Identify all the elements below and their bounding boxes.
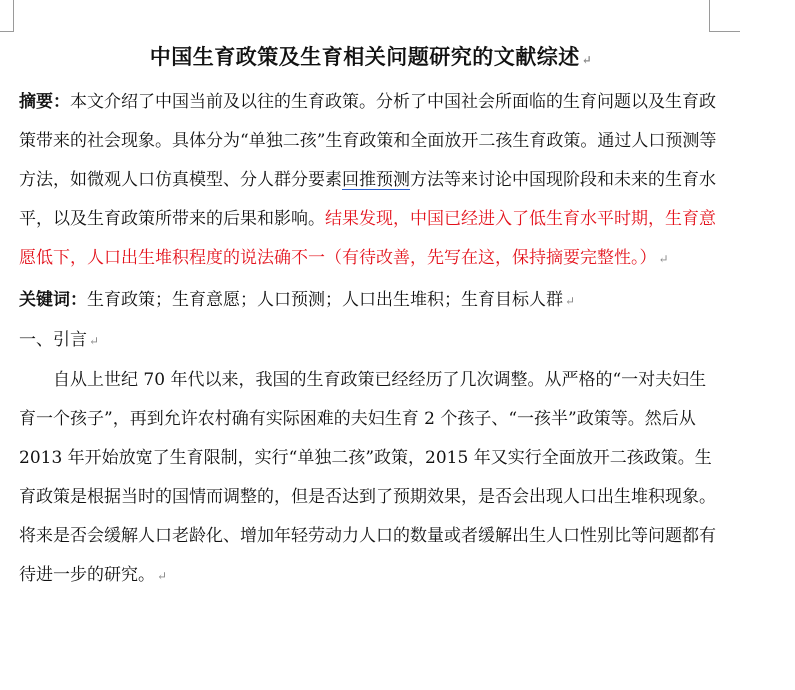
section-heading-text: 一、引言 bbox=[19, 330, 87, 350]
abstract-paragraph bbox=[19, 83, 719, 279]
abstract-label: 摘要： bbox=[19, 92, 70, 112]
title-text: 中国生育政策及生育相关问题研究的文献综述 bbox=[149, 44, 580, 69]
document-page[interactable] bbox=[19, 40, 719, 596]
paragraph-mark-icon: ↵ bbox=[581, 53, 593, 67]
paragraph-mark-icon: ↵ bbox=[157, 569, 168, 583]
intro-paragraph-text: 自从上世纪 70 年代以来，我国的生育政策已经经历了几次调整。从严格的“一对夫妇生育一个孩子”，再到允许农村确有实际困难的夫妇生育 2 个孩子、“一孩半”政策等。然后从 2013 年开始放宽了生育限制，实行“单独二孩”政策，2015 年又实行全面放开二孩政策。生育政策是根据当时的国情而调整的，但是否达到了预期效果，是否会出现人口出生堆积现象。将来是否会缓解人口老龄化、增加年轻劳动力人口的数量或者缓解出生人口性别比等问题都有待进一步的研究。 bbox=[19, 370, 716, 585]
crop-mark-right-vertical bbox=[709, 0, 710, 31]
crop-mark-left-horizontal bbox=[0, 31, 14, 32]
keywords-text: 生育政策；生育意愿；人口预测；人口出生堆积；生育目标人群 bbox=[87, 290, 563, 310]
keywords-label: 关键词： bbox=[19, 290, 87, 310]
abstract-text-2: 方法等来讨论中国现阶段和未来的生育水平，以及生育政策所带来的后果和影响。 bbox=[19, 170, 716, 229]
crop-mark-right-horizontal bbox=[709, 31, 740, 32]
abstract-text-1: 本文介绍了中国当前及以往的生育政策。分析了中国社会所面临的生育问题以及生育政策带来的社会现象。具体分为“单独二孩”生育政策和全面放开二孩生育政策。通过人口预测等方法，如微观人口仿真模型、分人群分要素 bbox=[19, 92, 717, 190]
abstract-underlined-term: 回推预测 bbox=[342, 170, 410, 190]
paragraph-mark-icon: ↵ bbox=[89, 334, 100, 348]
abstract-red-text: 结果发现，中国已经进入了低生育水平时期，生育意愿低下，人口出生堆积程度的说法确不一（有待改善，先写在这，保持摘要完整性。） bbox=[19, 209, 716, 268]
document-title bbox=[19, 40, 719, 77]
paragraph-mark-icon: ↵ bbox=[658, 252, 669, 266]
keywords-paragraph bbox=[19, 281, 719, 321]
intro-paragraph bbox=[19, 361, 719, 596]
paragraph-mark-icon: ↵ bbox=[565, 294, 576, 308]
crop-mark-left-vertical bbox=[13, 0, 14, 31]
section-heading bbox=[19, 321, 719, 361]
